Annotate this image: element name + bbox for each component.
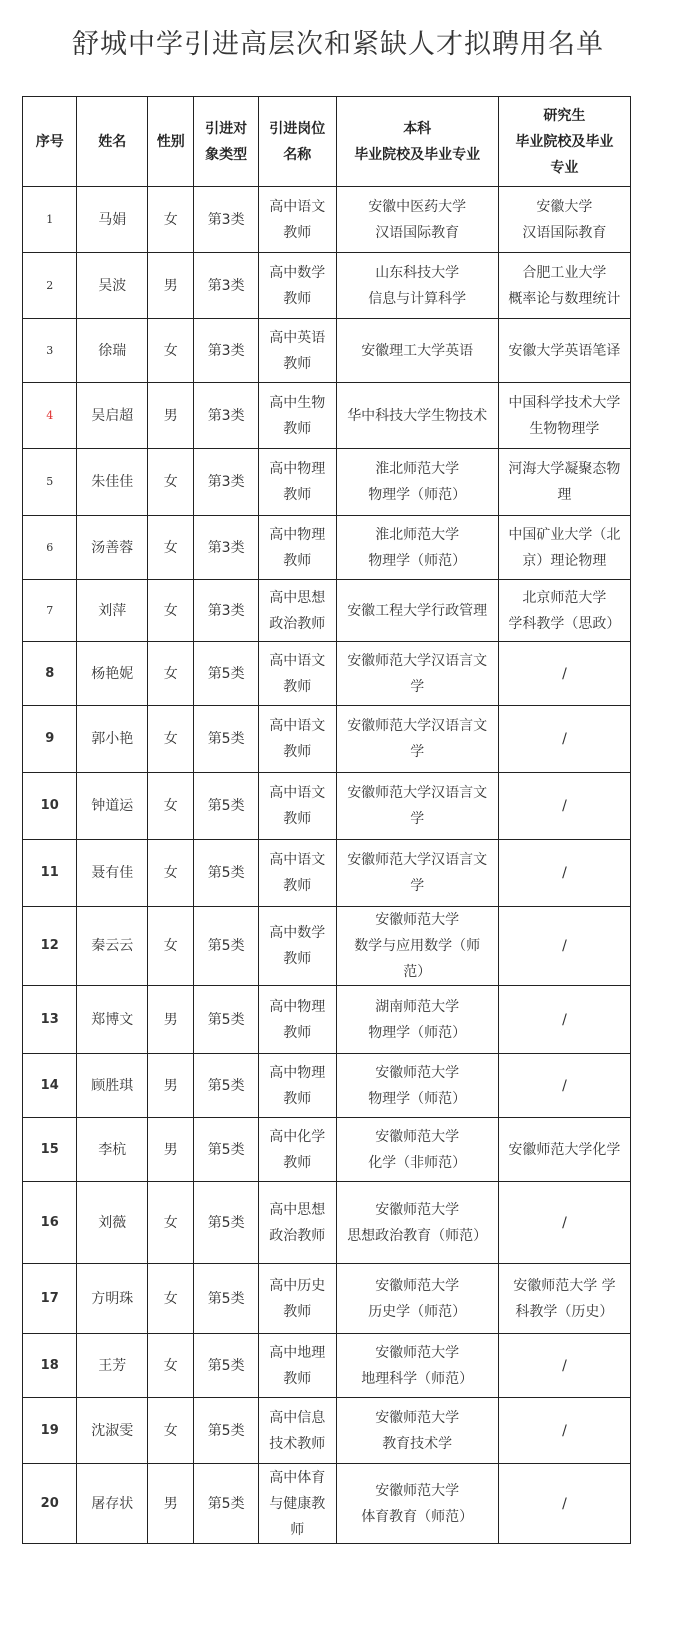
cell-post-line: 高中地理 [269,1344,326,1361]
cell-post-line: 教师 [283,1024,312,1041]
cell-name: 马娟 [77,187,148,253]
cell-undergrad-line: 历史学（师范） [368,1303,467,1320]
cell-undergrad [336,642,498,706]
cell-no: 2 [23,253,77,319]
cell-grad [498,840,630,907]
cell-post [258,253,336,319]
cell-grad-line: 学科教学（思政） [508,615,621,632]
table-row [23,1334,631,1398]
cell-no: 12 [23,907,77,986]
cell-undergrad [336,1118,498,1182]
header-undergrad-line: 毕业院校及毕业专业 [354,146,481,163]
cell-undergrad-line: 数学与应用数学（师 [354,938,481,954]
cell-undergrad-line: 淮北师范大学 [375,526,460,543]
cell-no: 14 [23,1054,77,1118]
cell-name: 聂有佳 [77,840,148,907]
cell-undergrad-line: 教育技术学 [382,1435,453,1452]
cell-post-line: 高中思想 [269,589,326,606]
cell-no: 18 [23,1334,77,1398]
cell-grad-line: 合肥工业大学 [522,264,607,281]
cell-grad-line: 安徽师范大学 学 [513,1277,616,1294]
cell-undergrad-line: 安徽师范大学 [375,912,460,928]
cell-undergrad-line: 安徽师范大学汉语言文 [347,785,488,801]
cell-undergrad-line: 安徽师范大学汉语言文 [347,652,488,669]
cell-undergrad [336,319,498,383]
header-post-line: 引进岗位 [269,120,326,137]
cell-type: 第3类 [194,383,259,449]
cell-no: 17 [23,1264,77,1334]
cell-undergrad [336,1464,498,1544]
cell-undergrad-line: 安徽师范大学 [375,1201,460,1218]
cell-grad-line: 概率论与数理统计 [508,290,621,307]
cell-type: 第5类 [194,1334,259,1398]
cell-post-line: 高中数学 [269,264,326,281]
header-post [258,97,336,187]
cell-grad-line: 安徽大学英语笔译 [508,342,621,359]
cell-type: 第5类 [194,1054,259,1118]
cell-post [258,580,336,642]
table-row [23,383,631,449]
cell-undergrad-line: 学 [410,678,425,695]
cell-undergrad-line: 思想政治教育（师范） [347,1227,488,1244]
table-row [23,986,631,1054]
cell-post-line: 高中语文 [269,198,326,215]
cell-gender: 女 [148,706,194,773]
cell-undergrad-line: 物理学（师范） [368,1024,467,1041]
table-row [23,1264,631,1334]
header-gender: 性别 [148,97,194,187]
header-name: 姓名 [77,97,148,187]
header-type-line: 引进对 [205,120,248,137]
cell-gender: 女 [148,449,194,516]
cell-name: 郑博文 [77,986,148,1054]
cell-name: 沈淑雯 [77,1398,148,1464]
cell-grad-line: 理 [557,487,572,503]
header-row [23,97,631,187]
cell-no: 9 [23,706,77,773]
cell-grad-line: / [562,731,567,747]
cell-no: 6 [23,516,77,580]
cell-grad-line: / [562,1357,567,1374]
cell-type: 第5类 [194,907,259,986]
cell-post-line: 教师 [283,744,312,760]
cell-no: 10 [23,773,77,840]
cell-type: 第5类 [194,1182,259,1264]
cell-undergrad-line: 学 [410,878,425,894]
cell-undergrad-line: 安徽师范大学 [375,1344,460,1361]
cell-grad [498,319,630,383]
cell-undergrad [336,187,498,253]
cell-post-line: 教师 [283,678,312,695]
cell-name: 郭小艳 [77,706,148,773]
cell-post-line: 高中物理 [269,526,326,543]
cell-undergrad [336,1054,498,1118]
candidate-table [22,96,631,1544]
cell-undergrad-line: 物理学（师范） [368,487,467,503]
cell-gender: 男 [148,253,194,319]
cell-grad-line: / [562,1422,567,1439]
cell-undergrad [336,706,498,773]
cell-type: 第3类 [194,516,259,580]
cell-type: 第5类 [194,1398,259,1464]
cell-undergrad [336,449,498,516]
cell-undergrad-line: 学 [410,811,425,827]
cell-name: 吴波 [77,253,148,319]
table-row [23,840,631,907]
cell-post-line: 高中生物 [269,394,326,411]
cell-post-line: 教师 [283,1303,312,1320]
cell-grad-line: 中国矿业大学（北 [508,526,621,543]
cell-name: 吴启超 [77,383,148,449]
cell-post-line: 教师 [283,290,312,307]
cell-grad-line: / [562,665,567,682]
cell-post-line: 高中化学 [269,1128,326,1145]
cell-no: 19 [23,1398,77,1464]
cell-post [258,1182,336,1264]
cell-post-line: 高中思想 [269,1201,326,1218]
cell-post-line: 与健康教 [269,1495,326,1512]
cell-name: 汤善蓉 [77,516,148,580]
cell-grad-line: 安徽师范大学化学 [508,1141,621,1158]
cell-post-line: 高中语文 [269,785,326,801]
table-row [23,642,631,706]
cell-undergrad-line: 化学（非师范） [368,1154,467,1171]
cell-type: 第3类 [194,319,259,383]
cell-gender: 男 [148,1054,194,1118]
cell-undergrad-line: 安徽师范大学 [375,1128,460,1145]
cell-no: 8 [23,642,77,706]
cell-grad-line: 科教学（历史） [515,1303,614,1320]
cell-gender: 女 [148,516,194,580]
cell-grad-line: 汉语国际教育 [522,224,607,241]
cell-no: 20 [23,1464,77,1544]
cell-gender: 女 [148,642,194,706]
cell-post-line: 教师 [283,811,312,827]
cell-name: 秦云云 [77,907,148,986]
cell-grad [498,986,630,1054]
table-row [23,580,631,642]
cell-undergrad-line: 安徽师范大学 [375,1064,460,1081]
cell-grad [498,773,630,840]
cell-post-line: 高中物理 [269,1064,326,1081]
cell-post-line: 教师 [283,1154,312,1171]
table-row [23,449,631,516]
cell-post-line: 高中历史 [269,1277,326,1294]
cell-post-line: 高中语文 [269,718,326,734]
cell-no: 4 [23,383,77,449]
table-row [23,516,631,580]
header-undergrad-line: 本科 [403,120,432,137]
table-row [23,1464,631,1544]
table-row [23,187,631,253]
cell-post-line: 教师 [283,224,312,241]
cell-no: 15 [23,1118,77,1182]
cell-grad [498,1182,630,1264]
cell-no: 16 [23,1182,77,1264]
cell-undergrad-line: 地理科学（师范） [361,1370,474,1387]
header-grad-line: 专业 [550,159,579,176]
cell-undergrad-line: 安徽师范大学 [375,1409,460,1426]
header-undergrad [336,97,498,187]
cell-post [258,1334,336,1398]
cell-post-line: 教师 [283,355,312,372]
cell-undergrad-line: 淮北师范大学 [375,461,460,477]
cell-undergrad [336,1264,498,1334]
cell-grad [498,449,630,516]
cell-undergrad-line: 安徽工程大学行政管理 [347,602,488,619]
cell-post [258,986,336,1054]
cell-grad-line: 中国科学技术大学 [508,394,621,411]
cell-post [258,1398,336,1464]
cell-grad [498,1334,630,1398]
header-grad-line: 研究生 [543,107,586,124]
cell-grad [498,642,630,706]
cell-name: 顾胜琪 [77,1054,148,1118]
header-grad [498,97,630,187]
cell-grad-line: 河海大学凝聚态物 [508,461,621,477]
cell-name: 王芳 [77,1334,148,1398]
cell-post [258,1054,336,1118]
cell-grad-line: 生物物理学 [529,420,600,437]
cell-grad-line: / [562,1077,567,1094]
cell-post [258,642,336,706]
cell-gender: 女 [148,840,194,907]
cell-post [258,449,336,516]
cell-grad [498,1264,630,1334]
cell-grad [498,187,630,253]
cell-grad [498,1054,630,1118]
cell-gender: 女 [148,907,194,986]
cell-no: 5 [23,449,77,516]
cell-undergrad-line: 安徽师范大学 [375,1482,460,1499]
cell-undergrad-line: 山东科技大学 [375,264,460,281]
cell-undergrad-line: 安徽师范大学汉语言文 [347,718,488,734]
cell-post [258,706,336,773]
cell-grad-line: / [562,1214,567,1231]
cell-undergrad-line: 安徽师范大学 [375,1277,460,1294]
cell-name: 朱佳佳 [77,449,148,516]
cell-gender: 男 [148,1464,194,1544]
cell-type: 第5类 [194,1264,259,1334]
cell-post-line: 高中语文 [269,652,326,669]
cell-undergrad [336,1182,498,1264]
page-title: 舒城中学引进高层次和紧缺人才拟聘用名单 [72,29,604,60]
cell-name: 杨艳妮 [77,642,148,706]
cell-undergrad-line: 汉语国际教育 [375,224,460,241]
table-row [23,1118,631,1182]
cell-name: 李杭 [77,1118,148,1182]
cell-name: 屠存状 [77,1464,148,1544]
cell-undergrad [336,1398,498,1464]
cell-undergrad-line: 体育教育（师范） [361,1508,474,1525]
cell-no: 11 [23,840,77,907]
cell-name: 刘薇 [77,1182,148,1264]
cell-undergrad-line: 物理学（师范） [368,552,467,569]
table-row [23,773,631,840]
table-row [23,706,631,773]
cell-post-line: 高中信息 [269,1409,326,1426]
cell-no: 13 [23,986,77,1054]
cell-grad-line: / [562,798,567,814]
cell-post-line: 高中体育 [269,1469,326,1486]
cell-type: 第5类 [194,1464,259,1544]
header-no: 序号 [23,97,77,187]
cell-post-line: 教师 [283,1090,312,1107]
cell-name: 刘萍 [77,580,148,642]
cell-gender: 女 [148,1334,194,1398]
cell-post-line: 高中物理 [269,998,326,1015]
cell-grad [498,1464,630,1544]
cell-undergrad-line: 安徽师范大学汉语言文 [347,852,488,868]
cell-undergrad-line: 安徽理工大学英语 [361,342,474,359]
cell-no: 7 [23,580,77,642]
cell-no: 3 [23,319,77,383]
cell-type: 第5类 [194,840,259,907]
cell-post-line: 教师 [283,487,312,503]
cell-gender: 男 [148,1118,194,1182]
cell-post [258,1264,336,1334]
cell-post-line: 教师 [283,878,312,894]
cell-post-line: 高中英语 [269,329,326,346]
table-row [23,1182,631,1264]
cell-type: 第3类 [194,580,259,642]
cell-grad [498,383,630,449]
cell-gender: 女 [148,1182,194,1264]
cell-type: 第5类 [194,986,259,1054]
cell-post-line: 教师 [283,420,312,437]
cell-post-line: 教师 [283,1370,312,1387]
cell-undergrad-line: 安徽中医药大学 [368,198,467,215]
cell-gender: 女 [148,187,194,253]
cell-post [258,1464,336,1544]
table-body [23,187,631,1544]
cell-gender: 女 [148,773,194,840]
header-type [194,97,259,187]
cell-type: 第5类 [194,773,259,840]
cell-type: 第3类 [194,253,259,319]
cell-post-line: 教师 [283,951,312,967]
cell-undergrad-line: 湖南师范大学 [375,998,460,1015]
cell-post-line: 政治教师 [269,615,326,632]
cell-post-line: 政治教师 [269,1227,326,1244]
cell-undergrad-line: 范） [403,964,432,980]
table-row [23,319,631,383]
cell-post-line: 技术教师 [269,1435,326,1452]
cell-undergrad-line: 华中科技大学生物技术 [347,407,488,424]
cell-post [258,840,336,907]
cell-grad-line: 安徽大学 [536,198,593,215]
cell-grad [498,1398,630,1464]
cell-post-line: 高中语文 [269,852,326,868]
cell-post-line: 师 [290,1521,305,1538]
cell-grad [498,1118,630,1182]
header-grad-line: 毕业院校及毕业 [515,133,614,150]
cell-name: 钟道运 [77,773,148,840]
cell-grad [498,253,630,319]
cell-grad [498,516,630,580]
cell-undergrad [336,580,498,642]
cell-type: 第5类 [194,1118,259,1182]
cell-grad-line: / [562,938,567,954]
cell-gender: 女 [148,580,194,642]
cell-post [258,187,336,253]
cell-post-line: 教师 [283,552,312,569]
cell-grad [498,580,630,642]
cell-post [258,383,336,449]
cell-undergrad [336,840,498,907]
cell-gender: 女 [148,1264,194,1334]
cell-type: 第5类 [194,706,259,773]
cell-type: 第5类 [194,642,259,706]
cell-grad-line: / [562,1495,567,1512]
cell-post-line: 高中物理 [269,461,326,477]
cell-undergrad [336,907,498,986]
cell-gender: 女 [148,319,194,383]
cell-undergrad-line: 物理学（师范） [368,1090,467,1107]
cell-grad-line: 北京师范大学 [522,589,607,606]
cell-undergrad [336,383,498,449]
cell-undergrad-line: 信息与计算科学 [368,290,467,307]
cell-post [258,516,336,580]
cell-undergrad-line: 学 [410,744,425,760]
table-row [23,1054,631,1118]
cell-no: 1 [23,187,77,253]
table-row [23,1398,631,1464]
cell-undergrad [336,986,498,1054]
cell-grad-line: / [562,865,567,881]
cell-name: 方明珠 [77,1264,148,1334]
cell-undergrad [336,1334,498,1398]
cell-grad [498,907,630,986]
cell-type: 第3类 [194,449,259,516]
header-post-line: 名称 [283,146,312,163]
cell-undergrad [336,773,498,840]
cell-gender: 男 [148,986,194,1054]
cell-undergrad [336,516,498,580]
table-row [23,907,631,986]
cell-grad-line: / [562,1011,567,1028]
table-row [23,253,631,319]
cell-undergrad [336,253,498,319]
cell-grad-line: 京）理论物理 [522,552,607,569]
header-type-line: 象类型 [205,146,248,163]
cell-name: 徐瑞 [77,319,148,383]
cell-gender: 男 [148,383,194,449]
cell-post [258,1118,336,1182]
cell-post [258,319,336,383]
cell-type: 第3类 [194,187,259,253]
cell-post [258,907,336,986]
cell-post-line: 高中数学 [269,925,326,941]
cell-post [258,773,336,840]
cell-gender: 女 [148,1398,194,1464]
cell-grad [498,706,630,773]
